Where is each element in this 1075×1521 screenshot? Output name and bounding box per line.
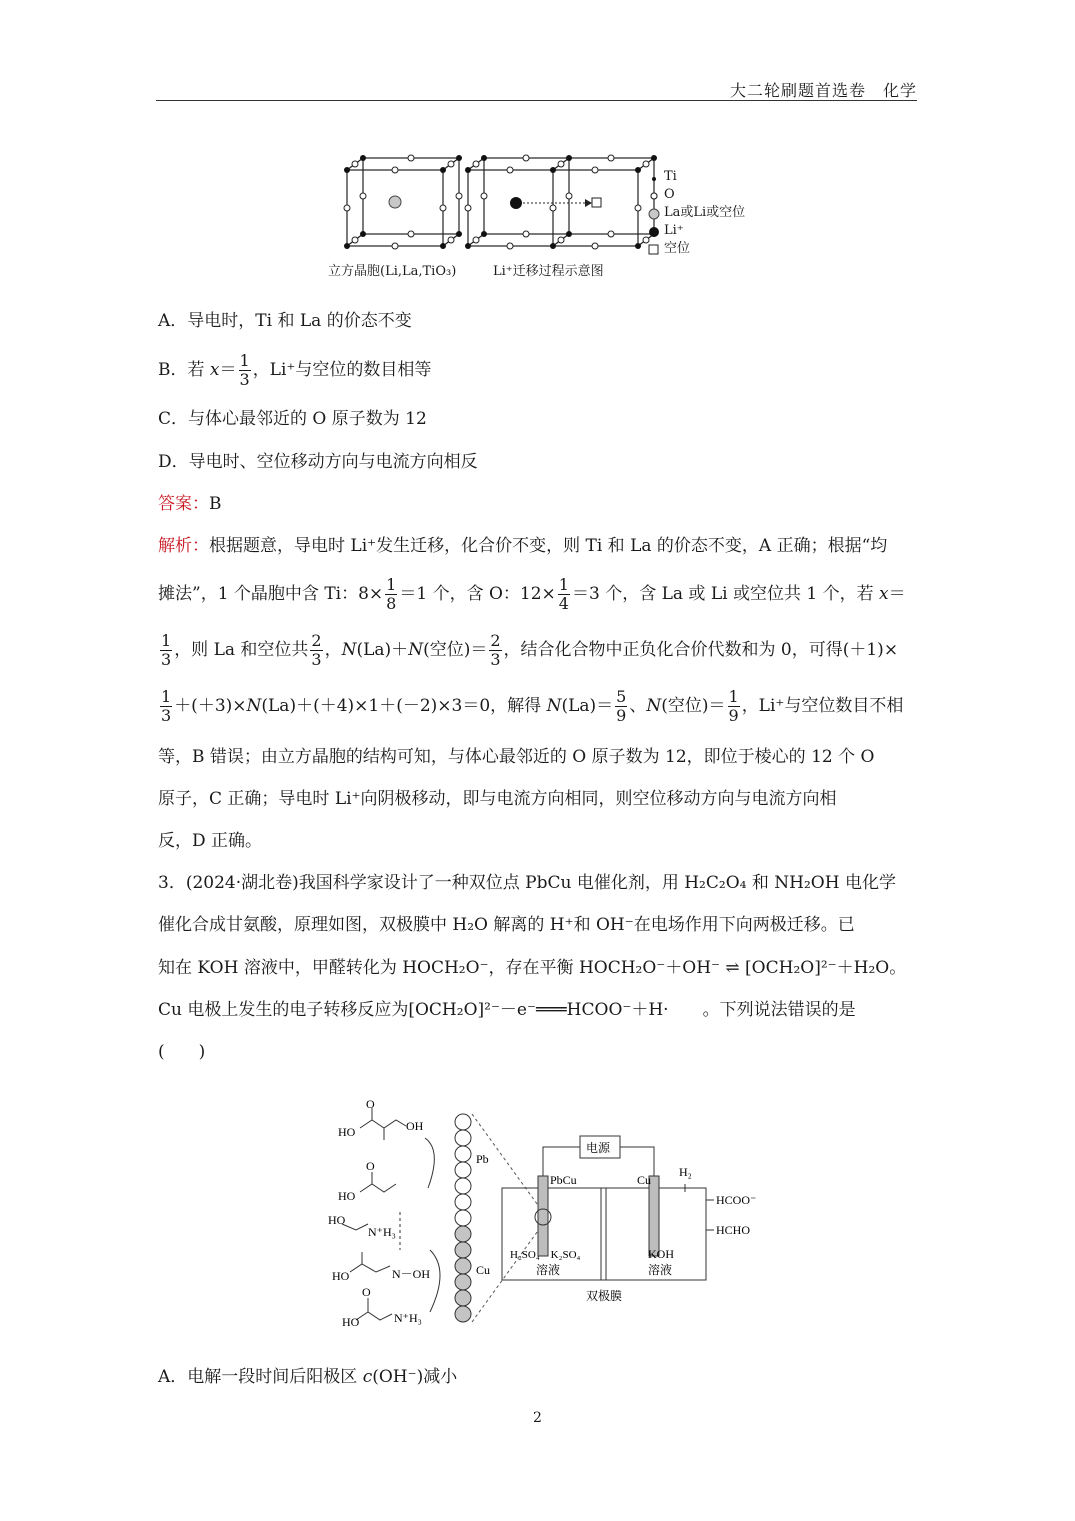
hydroxylamine-ho: HO xyxy=(328,1213,346,1227)
oxime-ho: HO xyxy=(332,1269,350,1283)
analysis-line-4: $\frac{1}{3}$ ＋(＋3)×N(La)＋(＋4)×1＋(－2)×3＝0，解得 N(La)＝ $\frac{5}{9}$ 、N(空位)＝ $\frac{1}{9}$ ，Li⁺与空位数目不相 xyxy=(161,687,904,725)
q3-line-4: Cu 电极上发生的电子转移反应为[OCH₂O]²⁻－e⁻═══HCOO⁻＋H· 。下列说法错误的是 xyxy=(158,1000,856,1020)
answer: 答案：B xyxy=(158,494,222,514)
glycine-nh3: N⁺H₃ xyxy=(394,1311,422,1325)
option-a-q3: A．电解一段时间后阳极区 c(OH⁻)减小 xyxy=(158,1367,458,1387)
electrolysis-figure xyxy=(328,1097,770,1340)
legend-vacancy: 空位 xyxy=(664,241,691,256)
q3-line-1: 3．(2024·湖北卷)我国科学家设计了一种双位点 PbCu 电催化剂，用 H₂C₂O₄ 和 NH₂OH 电化学 xyxy=(158,873,896,893)
analysis-line-6: 原子，C 正确；导电时 Li⁺向阴极移动，即与电流方向相同，则空位移动方向与电流方向相 xyxy=(158,789,837,809)
oxalic-oh: OH xyxy=(406,1119,424,1133)
legend-o: O xyxy=(664,187,675,202)
hcho-label: HCHO xyxy=(716,1223,751,1237)
o-label-3: O xyxy=(362,1285,371,1299)
analysis-line-7: 反，D 正确。 xyxy=(158,831,263,851)
right-solution-label-2: 溶液 xyxy=(648,1263,673,1277)
q3-line-3: 知在 KOH 溶液中，甲醛转化为 HOCH₂O⁻，存在平衡 HOCH₂O⁻＋OH⁻ ⇌ [OCH₂O]²⁻＋H₂O。 xyxy=(158,958,907,978)
o-label-2: O xyxy=(366,1159,375,1173)
pb-label: Pb xyxy=(476,1152,489,1166)
left-solution-label-2: 溶液 xyxy=(536,1263,561,1277)
option-b: B．若 x＝ $\frac{1}{3}$ ，Li⁺与空位的数目相等 xyxy=(158,351,432,389)
pbcu-electrode-label: PbCu xyxy=(550,1173,577,1187)
glycine-ho: HO xyxy=(342,1315,360,1329)
option-c: C．与体心最邻近的 O 原子数为 12 xyxy=(158,409,427,429)
analysis-line-5: 等，B 错误；由立方晶胞的结构可知，与体心最邻近的 O 原子数为 12，即位于棱心的 12 个 O xyxy=(158,747,875,767)
legend-ti: Ti xyxy=(664,169,677,184)
page-header xyxy=(156,76,917,101)
hcoo-label: HCOO⁻ xyxy=(716,1193,757,1207)
fraction: $\frac{1}{3}$ xyxy=(239,351,250,389)
right-solution-label-1: KOH xyxy=(648,1247,674,1261)
power-source-label: 电源 xyxy=(586,1141,611,1155)
oxime-noh: N－OH xyxy=(392,1267,430,1281)
left-solution-label-1: H₂SO₄ K₂SO₄ xyxy=(510,1249,581,1261)
analysis-line-2: 摊法”，1 个晶胞中含 Ti：8× $\frac{1}{8}$ ＝1 个，含 O：12× $\frac{1}{4}$ ＝3 个，含 La 或 Li 或空位共 1 个，若 x＝ xyxy=(158,575,906,613)
cu-label: Cu xyxy=(476,1263,491,1277)
figure1-caption-left: 立方晶胞(Li,La,TiO₃) xyxy=(328,264,457,279)
q3-line-2: 催化合成甘氨酸，原理如图，双极膜中 H₂O 解离的 H⁺和 OH⁻在电场作用下向两极迁移。已 xyxy=(158,915,855,935)
analysis-line-1: 解析：根据题意，导电时 Li⁺发生迁移，化合价不变，则 Ti 和 La 的价态不变，A 正确；根据“均 xyxy=(158,536,888,556)
legend-la-li-vacancy: La或Li或空位 xyxy=(664,205,746,220)
cu-electrode-label: Cu xyxy=(637,1173,652,1187)
oxalic-ho: HO xyxy=(338,1125,356,1139)
q3-line-5: ( ) xyxy=(158,1042,206,1062)
option-a: A．导电时，Ti 和 La 的价态不变 xyxy=(158,311,412,331)
legend-labels xyxy=(664,168,745,258)
legend-li: Li⁺ xyxy=(664,223,684,238)
h2-label: H₂ xyxy=(679,1165,692,1179)
glyoxylic-ho: HO xyxy=(338,1189,356,1203)
bipolar-membrane-label: 双极膜 xyxy=(586,1289,623,1303)
figure1-caption-right: Li⁺迁移过程示意图 xyxy=(493,264,604,279)
option-d: D．导电时、空位移动方向与电流方向相反 xyxy=(158,452,478,472)
hydroxylamine-nh3: N⁺H₃ xyxy=(368,1225,396,1239)
analysis-line-3: $\frac{1}{3}$ ，则 La 和空位共 $\frac{2}{3}$ ，N(La)＋N(空位)＝ $\frac{2}{3}$ ，结合化合物中正负化合价代数和为 0，可得(＋1)× xyxy=(161,631,899,669)
page-number: 2 xyxy=(533,1410,542,1426)
o-label-1: O xyxy=(366,1097,375,1111)
header-title: 大二轮刷题首选卷 化学 xyxy=(729,81,917,100)
